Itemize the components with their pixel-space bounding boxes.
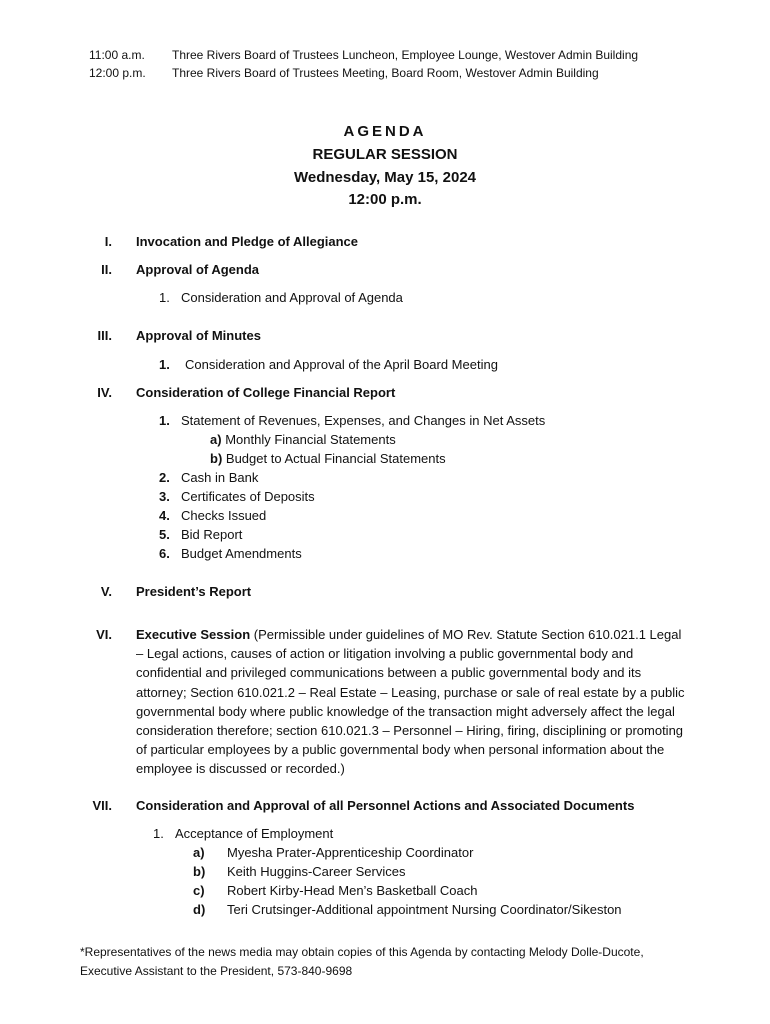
item-number: 1. [159, 413, 170, 428]
item-number: 5. [159, 527, 170, 542]
sub-letter: d) [193, 902, 206, 917]
schedule-time: 11:00 a.m. [89, 48, 145, 62]
executive-session-text: (Permissible under guidelines of MO Rev. Statute Section 610.021.1 Legal – Legal actions, causes of action or litigation involving a public governmental body and confidential and privileged communications between a public governmental body and its attorney; Section 610.021.2 – Real Estate – Leasing, purchase or sale of real estate by a public governmental body where public knowledge of the transaction might adversely affect the legal consideration therefore; section 610.021.3 – Personnel – Hiring, firing, disciplining or promoting of particular employees by a public governmental body when personal information about the employee is discussed or recorded.) [136, 627, 685, 777]
media-footnote: *Representatives of the news media may obtain copies of this Agenda by contacting Melody Dolle-Ducote, Executive Assistant to the President, 573-840-9698 [80, 945, 644, 978]
time-heading: 12:00 p.m. [348, 191, 422, 208]
section-number: VI. [96, 627, 112, 642]
item-number: 4. [159, 508, 170, 523]
agenda-heading: AGENDA [343, 123, 427, 140]
sub-letter: a) [210, 432, 222, 447]
item-number: 1. [159, 357, 170, 372]
item-number: 2. [159, 470, 170, 485]
section-title: President’s Report [136, 584, 252, 599]
sub-letter: b) [210, 451, 223, 466]
section-number: I. [104, 234, 112, 249]
sub-text: Monthly Financial Statements [225, 432, 396, 447]
date-heading: Wednesday, May 15, 2024 [293, 169, 477, 186]
section-number: V. [100, 584, 112, 599]
item-text: Checks Issued [181, 508, 267, 523]
item-text: Budget Amendments [181, 546, 302, 561]
sub-text: Robert Kirby-Head Men’s Basketball Coach [227, 883, 478, 898]
item-number: 1. [153, 826, 164, 841]
item-text: Certificates of Deposits [181, 489, 315, 504]
executive-session-paragraph [136, 625, 686, 779]
list-item [159, 357, 498, 372]
item-text: Bid Report [181, 527, 243, 542]
sub-letter: c) [193, 883, 205, 898]
item-text: Statement of Revenues, Expenses, and Changes in Net Assets [181, 413, 546, 428]
section-title: Approval of Agenda [136, 262, 260, 277]
list-item [159, 290, 403, 305]
sub-letter: a) [193, 845, 205, 860]
list-item [153, 826, 333, 841]
item-text: Consideration and Approval of Agenda [181, 290, 403, 305]
section-title: Approval of Minutes [136, 328, 261, 343]
schedule-desc: Three Rivers Board of Trustees Meeting, Board Room, Westover Admin Building [172, 66, 599, 80]
item-text: Acceptance of Employment [175, 826, 334, 841]
section-title: Consideration of College Financial Report [136, 385, 396, 400]
section-number: IV. [97, 385, 112, 400]
schedule-line [89, 48, 638, 62]
sub-item [210, 451, 446, 466]
list-item [159, 470, 258, 485]
item-number: 1. [159, 290, 170, 305]
item-text: Cash in Bank [181, 470, 259, 485]
section-number: VII. [92, 798, 112, 813]
sub-item [210, 432, 396, 447]
item-text: Consideration and Approval of the April Board Meeting [185, 357, 498, 372]
sub-text: Keith Huggins-Career Services [227, 864, 406, 879]
sub-text: Teri Crutsinger-Additional appointment Nursing Coordinator/Sikeston [227, 902, 622, 917]
section-number: III. [97, 328, 112, 343]
sub-text: Budget to Actual Financial Statements [225, 451, 446, 466]
sub-text: Myesha Prater-Apprenticeship Coordinator [227, 845, 474, 860]
item-number: 6. [159, 546, 170, 561]
sub-letter: b) [193, 864, 206, 879]
list-item [159, 413, 545, 428]
schedule-desc: Three Rivers Board of Trustees Luncheon, Employee Lounge, Westover Admin Building [172, 48, 639, 62]
section-title: Executive Session [136, 627, 251, 642]
schedule-line [89, 66, 599, 80]
section-title: Consideration and Approval of all Personnel Actions and Associated Documents [136, 798, 635, 813]
section-number: II. [101, 262, 112, 277]
list-item [159, 546, 302, 561]
session-heading: REGULAR SESSION [312, 146, 458, 163]
schedule-time: 12:00 p.m. [89, 66, 146, 80]
item-number: 3. [159, 489, 170, 504]
list-item [159, 508, 266, 523]
section-title: Invocation and Pledge of Allegiance [136, 234, 359, 249]
list-item [159, 489, 315, 504]
list-item [159, 527, 242, 542]
